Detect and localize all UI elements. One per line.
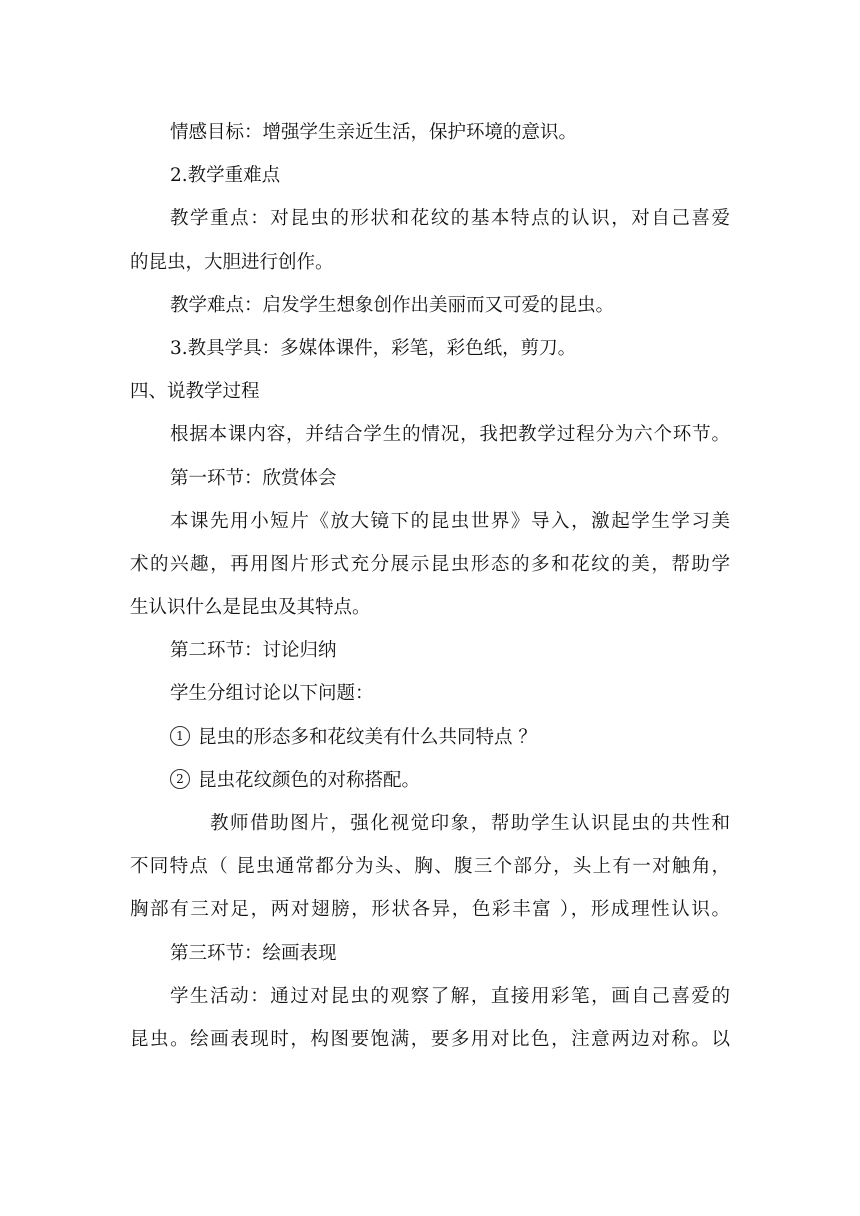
paragraph-key-point-line2: 的昆虫，大胆进行创作。 <box>130 251 334 273</box>
list-item <box>130 759 730 802</box>
list-item-text: 昆虫花纹颜色的对称搭配。 <box>198 769 421 791</box>
paragraph-teacher-line2: 不同特点（ 昆虫通常都分为头、胸、腹三个部分，头上有一对触角， <box>130 856 730 878</box>
paragraph-process-intro: 根据本课内容，并结合学生的情况，我把教学过程分为六个环节。 <box>170 424 730 446</box>
list-marker-2: 2 <box>170 769 190 789</box>
paragraph-emotional-goal: 情感目标：增强学生亲近生活，保护环境的意识。 <box>170 122 578 143</box>
paragraph-teacher-line1: 教师借助图片，强化视觉印象，帮助学生认识昆虫的共性和 <box>210 813 730 834</box>
paragraph-stage-one-line3: 生认识什么是昆虫及其特点。 <box>130 597 371 619</box>
list-item-text: 昆虫的形态多和花纹美有什么共同特点 ？ <box>198 726 537 748</box>
section-heading-teaching-process: 四、说教学过程 <box>130 381 260 403</box>
paragraph-teaching-tools: 3.教具学具：多媒体课件，彩笔，彩色纸，剪刀。 <box>170 337 577 359</box>
paragraph-teacher-line3: 胸部有三对足，两对翅膀，形状各异，色彩丰富 ），形成理性认识。 <box>130 899 730 921</box>
heading-stage-one: 第一环节：欣赏体会 <box>170 467 337 489</box>
heading-stage-two: 第二环节：讨论归纳 <box>170 640 337 662</box>
heading-stage-three: 第三环节：绘画表现 <box>170 942 337 964</box>
heading-key-difficult-points: 2.教学重难点 <box>170 165 281 187</box>
paragraph-stage-one-line1: 本课先用小短片《放大镜下的昆虫世界》导入，激起学生学习美 <box>170 510 730 532</box>
list-item <box>130 716 730 759</box>
document-page <box>130 111 730 1061</box>
paragraph-difficult-point: 教学难点：启发学生想象创作出美丽而又可爱的昆虫。 <box>170 294 615 316</box>
paragraph-key-point-line1: 教学重点：对昆虫的形状和花纹的基本特点的认识，对自己喜爱 <box>170 208 730 230</box>
list-marker-1: 1 <box>170 726 190 746</box>
paragraph-stage-three-line1: 学生活动：通过对昆虫的观察了解，直接用彩笔，画自己喜爱的 <box>170 985 730 1007</box>
paragraph-stage-one-line2: 术的兴趣，再用图片形式充分展示昆虫形态的多和花纹的美，帮助学 <box>130 553 730 575</box>
paragraph-discussion-intro: 学生分组讨论以下问题： <box>170 683 374 705</box>
paragraph-stage-three-line2: 昆虫。绘画表现时，构图要饱满，要多用对比色，注意两边对称。以 <box>130 1028 730 1050</box>
